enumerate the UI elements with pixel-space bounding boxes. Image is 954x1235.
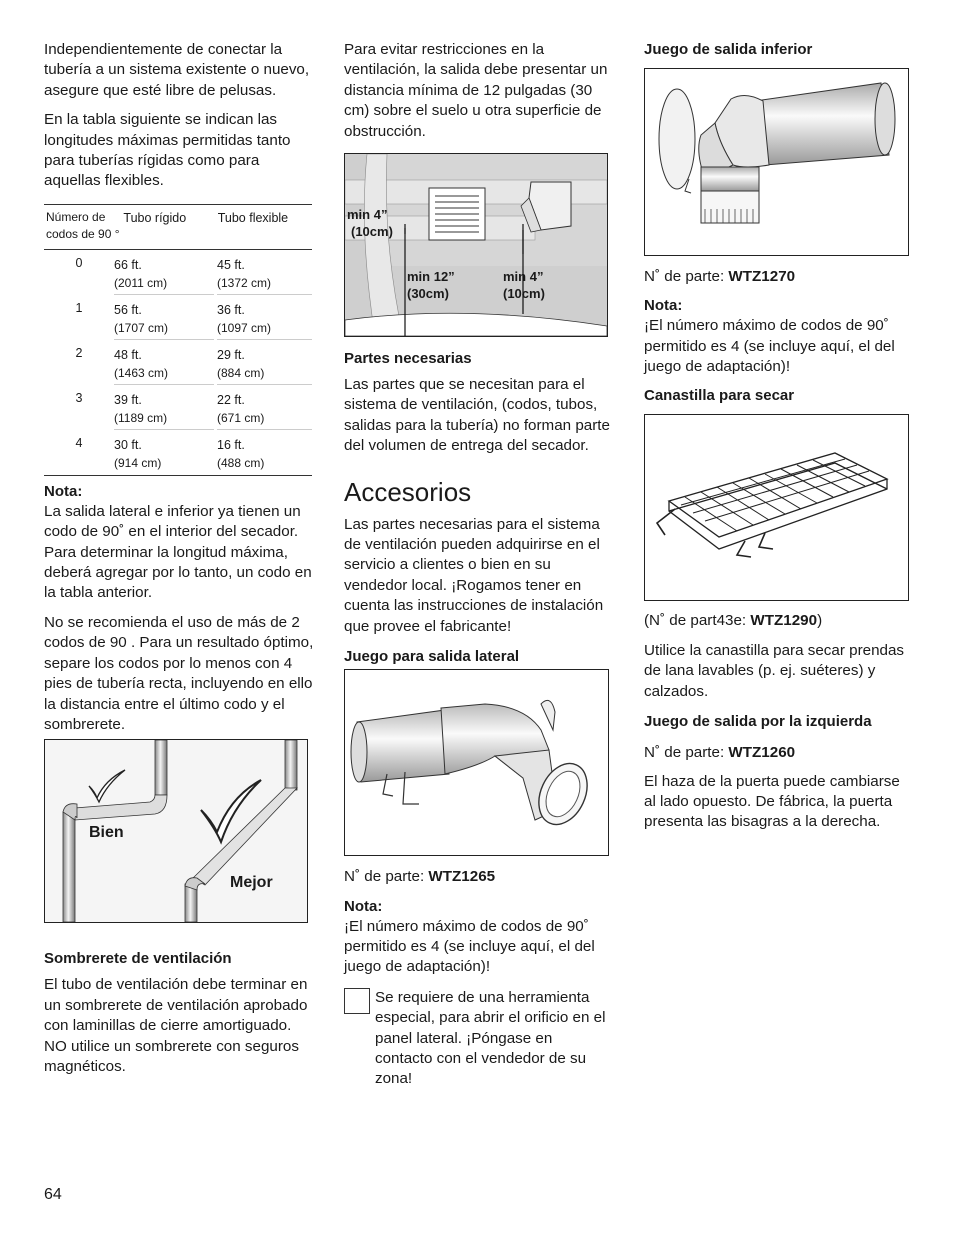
table-row [44, 340, 312, 385]
elbow-count: 4 [75, 435, 83, 450]
table-row [44, 430, 312, 475]
accessories-heading: Accesorios [344, 476, 472, 507]
min12-label: min 12” (30cm) [407, 269, 455, 302]
min4-left-label: min 4” (10cm) [347, 207, 393, 240]
left-kit-title: Juego de salida por la izquierda [644, 713, 872, 731]
table-header [44, 205, 312, 250]
rigid-length: 48 ft. (1463 cm) [114, 340, 214, 385]
tool-note [344, 988, 610, 1090]
hood-title: Sombrerete de ventilación [44, 950, 232, 968]
better-label: Mejor [230, 874, 273, 892]
bottom-kit-title: Juego de salida inferior [644, 41, 813, 58]
table-row [44, 385, 312, 430]
elbow-count: 0 [75, 255, 83, 270]
page-number: 64 [44, 1186, 62, 1203]
elbow-count: 1 [75, 300, 83, 315]
header-flexible: Tubo flexible [217, 210, 289, 225]
bottom-note-title: Nota: [644, 297, 683, 315]
table-intro-paragraph: En la tabla siguiente se indican las longitudes máximas permitidas tanto para tuberías rígidas como para aquellas flexibles. [44, 111, 291, 190]
max-length-table [44, 204, 312, 476]
note-title: Nota: [44, 482, 83, 500]
intro-paragraph: Independientemente de conectar la tubería a un sistema existente o nuevo, asegure que esté libre de pelusas. [44, 41, 310, 99]
column-right [644, 40, 910, 833]
rack-title: Canastilla para secar [644, 386, 795, 404]
side-kit-part: N˚ de parte: WTZ1265 [344, 868, 496, 886]
flexible-length: 29 ft. (884 cm) [217, 340, 312, 385]
table-row [44, 250, 312, 295]
side-note-title: Nota: [344, 897, 383, 915]
column-left [44, 40, 314, 1077]
rigid-length: 56 ft. (1707 cm) [114, 295, 214, 340]
rack-illustration [644, 414, 909, 601]
min4-right-label: min 4” (10cm) [503, 269, 545, 302]
column-middle [344, 40, 610, 1090]
flexible-length: 45 ft. (1372 cm) [217, 250, 312, 295]
rigid-length: 30 ft. (914 cm) [114, 437, 162, 470]
parts-title: Partes necesarias [344, 350, 472, 368]
side-note-text: ¡El número máximo de codos de 90˚ permitido es 4 (se incluye aquí, el del juego de adaptación)! [344, 917, 595, 976]
elbows-paragraph: No se recomienda el uso de más de 2 codos de 90 . Para un resultado óptimo, separe los codos por lo menos con 4 pies de tubería recta, incluyendo en ello la distancia entre el último codo y el sombrerete. [44, 613, 314, 733]
side-kit-title: Juego para salida lateral [344, 648, 520, 666]
flexible-length: 16 ft. (488 cm) [217, 437, 265, 470]
note-text: La salida lateral e inferior ya tienen un codo de 90˚ en el interior del secador. Para determinar la longitud máxima, deberá agregar por lo tanto, un codo en la tabla anterior. [44, 502, 312, 602]
parts-text: Las partes que se necesitan para el sistema de ventilación, (codos, tubos, salidas para la tubería) no forman parte del volumen de entrega del secador. [344, 376, 610, 455]
bottom-note-text: ¡El número máximo de codos de 90˚ permitido es 4 (se incluye aquí, el del juego de adaptación)! [644, 317, 895, 376]
bottom-kit-illustration [644, 68, 909, 256]
left-kit-part: N˚ de parte: WTZ1260 [644, 744, 796, 762]
left-kit-text: El haza de la puerta puede cambiarse al lado opuesto. De fábrica, la puerta presenta las bisagras a la derecha. [644, 772, 900, 831]
elbow-count: 2 [75, 345, 83, 360]
note-box-icon [344, 988, 370, 1014]
flexible-length: 22 ft. (671 cm) [217, 385, 312, 430]
table-row [44, 295, 312, 340]
tool-note-text: Se requiere de una herramienta especial, para abrir el orificio en el panel lateral. ¡Póngase en contacto con el vendedor de su zona! [375, 988, 606, 1088]
rack-part: (N˚ de part43e: WTZ1290) [644, 611, 823, 629]
side-kit-illustration [344, 669, 609, 856]
elbow-count: 3 [75, 390, 83, 405]
header-elbows: Número de codos de 90 ° [46, 209, 120, 241]
clearance-paragraph: Para evitar restricciones en la ventilación, la salida debe presentar un distancia mínima de 12 pulgadas (30 cm) sobre el suelo u otra superficie de obstrucción. [344, 41, 608, 140]
elbow-illustration [44, 739, 308, 923]
rigid-length: 39 ft. (1189 cm) [114, 385, 214, 430]
bottom-kit-part: N˚ de parte: WTZ1270 [644, 268, 796, 285]
good-label: Bien [89, 824, 124, 842]
accessories-text: Las partes necesarias para el sistema de ventilación pueden adquirirse en el servicio a clientes o bien en su vendedor local. ¡Rogamos tener en cuenta las instrucciones de instalación que provee el fabricante! [344, 515, 604, 635]
flexible-length: 36 ft. (1097 cm) [217, 295, 312, 340]
clearance-illustration [344, 153, 608, 337]
header-rigid: Tubo rígido [123, 210, 187, 225]
rack-text: Utilice la canastilla para secar prendas de lana lavables (p. ej. suéteres) y calzados. [644, 642, 905, 700]
hood-text: El tubo de ventilación debe terminar en un sombrerete de ventilación aprobado con laminillas de cierre amortiguado. NO utilice un sombrerete con seguros magnéticos. [44, 976, 308, 1075]
rigid-length: 66 ft. (2011 cm) [114, 250, 214, 295]
